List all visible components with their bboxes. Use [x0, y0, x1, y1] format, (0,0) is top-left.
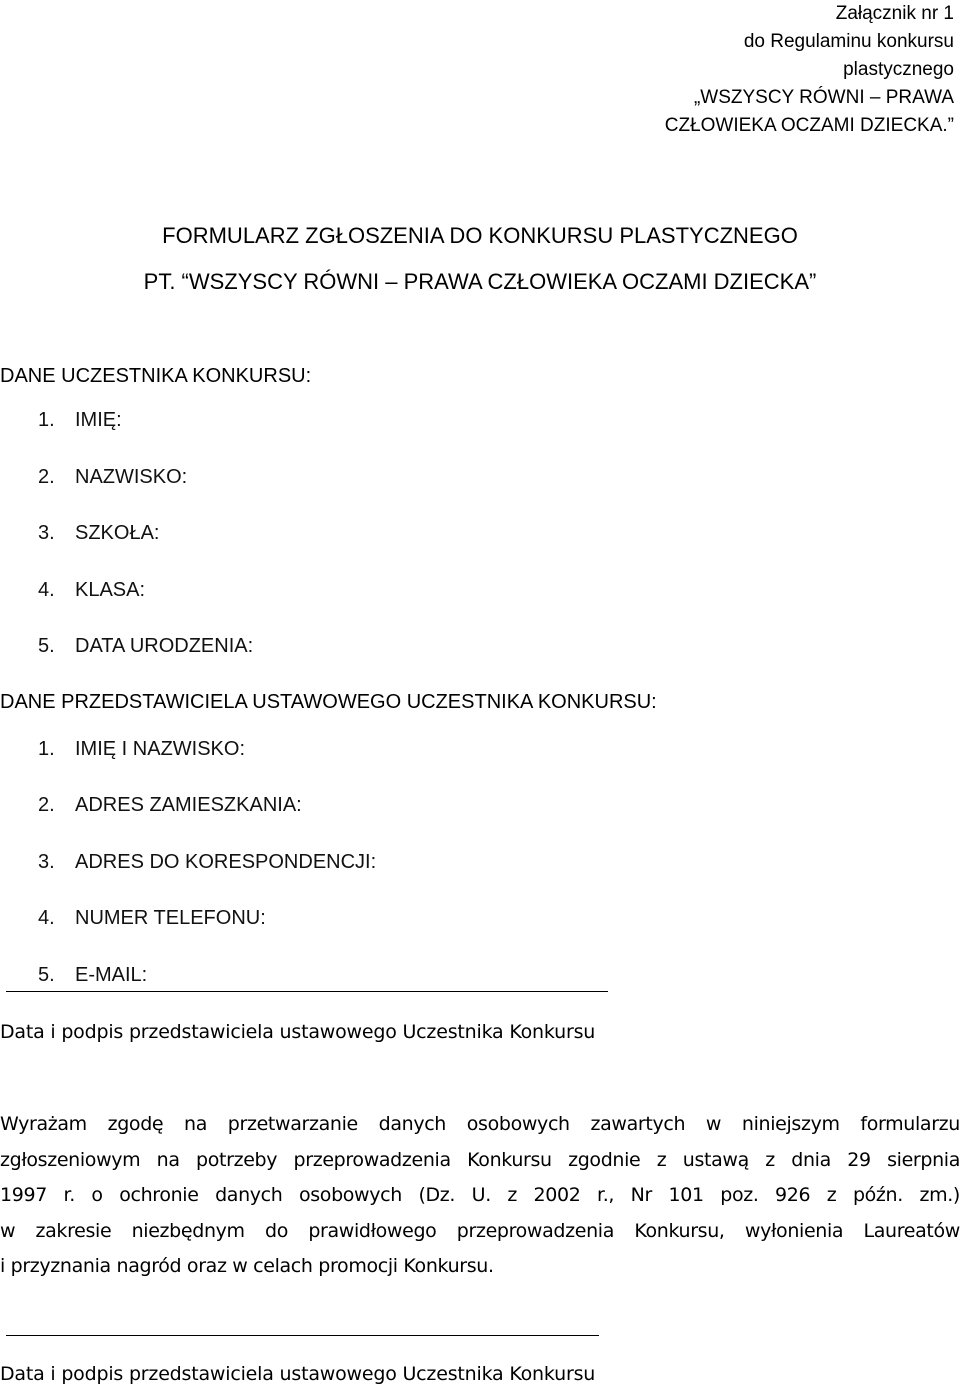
field-number: 4.: [38, 579, 55, 601]
form-title-line1: FORMULARZ ZGŁOSZENIA DO KONKURSU PLASTYCZNEGO: [162, 223, 798, 248]
field-label: IMIĘ I NAZWISKO:: [75, 738, 246, 760]
guardian-field-correspondence-address[interactable]: [38, 848, 376, 876]
guardian-field-email[interactable]: [38, 961, 147, 989]
participant-field-school[interactable]: [38, 519, 159, 547]
field-label: NAZWISKO:: [75, 466, 188, 488]
participant-field-birth-date[interactable]: [38, 632, 253, 660]
field-number: 5.: [38, 964, 55, 986]
field-number: 4.: [38, 907, 55, 929]
field-number: 2.: [38, 466, 55, 488]
consent-line: w zakresie niezbędnym do prawidłowego przeprowadzenia Konkursu, wyłonienia Laureatów: [0, 1219, 960, 1242]
participant-field-first-name[interactable]: [38, 406, 122, 434]
guardian-field-address[interactable]: [38, 791, 302, 819]
field-number: 3.: [38, 851, 55, 873]
annex-note-line: CZŁOWIEKA OCZAMI DZIECKA.”: [664, 115, 954, 136]
field-number: 2.: [38, 794, 55, 816]
signature-caption: Data i podpis przedstawiciela ustawowego Uczestnika Konkursu: [0, 1363, 596, 1385]
field-label: NUMER TELEFONU:: [75, 907, 266, 929]
field-label: ADRES DO KORESPONDENCJI:: [75, 851, 377, 873]
participant-field-last-name[interactable]: [38, 463, 187, 491]
guardian-field-full-name[interactable]: [38, 735, 245, 763]
annex-note-line: do Regulaminu konkursu: [743, 31, 954, 52]
annex-note: [634, 0, 954, 140]
field-label: E-MAIL:: [75, 964, 148, 986]
field-number: 1.: [38, 409, 55, 431]
field-label: ADRES ZAMIESZKANIA:: [75, 794, 302, 816]
field-number: 3.: [38, 522, 55, 544]
field-label: KLASA:: [75, 579, 146, 601]
signature-line[interactable]: [6, 1335, 599, 1336]
field-label: IMIĘ:: [75, 409, 122, 431]
annex-note-line: Załącznik nr 1: [835, 3, 954, 24]
guardian-field-phone[interactable]: [38, 904, 266, 932]
field-label: DATA URODZENIA:: [75, 635, 254, 657]
consent-line: i przyznania nagród oraz w celach promocji Konkursu.: [0, 1255, 494, 1277]
signature-caption: Data i podpis przedstawiciela ustawowego Uczestnika Konkursu: [0, 1021, 596, 1043]
participant-field-class[interactable]: [38, 576, 145, 604]
consent-line: zgłoszeniowym na potrzeby przeprowadzenia Konkursu zgodnie z ustawą z dnia 29 sierpnia: [0, 1148, 960, 1171]
consent-paragraph: [0, 1107, 960, 1285]
annex-note-line: plastycznego: [843, 59, 954, 80]
form-title-line2: PT. “WSZYSCY RÓWNI – PRAWA CZŁOWIEKA OCZAMI DZIECKA”: [143, 269, 817, 294]
field-label: SZKOŁA:: [75, 522, 160, 544]
annex-note-line: „WSZYSCY RÓWNI – PRAWA: [693, 87, 954, 108]
participant-heading: DANE UCZESTNIKA KONKURSU:: [0, 365, 312, 387]
field-number: 1.: [38, 738, 55, 760]
field-number: 5.: [38, 635, 55, 657]
signature-line[interactable]: [6, 991, 608, 992]
consent-line: 1997 r. o ochronie danych osobowych (Dz. U. z 2002 r., Nr 101 poz. 926 z późn. zm.): [0, 1184, 960, 1206]
guardian-heading: DANE PRZEDSTAWICIELA USTAWOWEGO UCZESTNIKA KONKURSU:: [0, 691, 657, 713]
consent-line: Wyrażam zgodę na przetwarzanie danych osobowych zawartych w niniejszym formularzu: [0, 1113, 960, 1135]
